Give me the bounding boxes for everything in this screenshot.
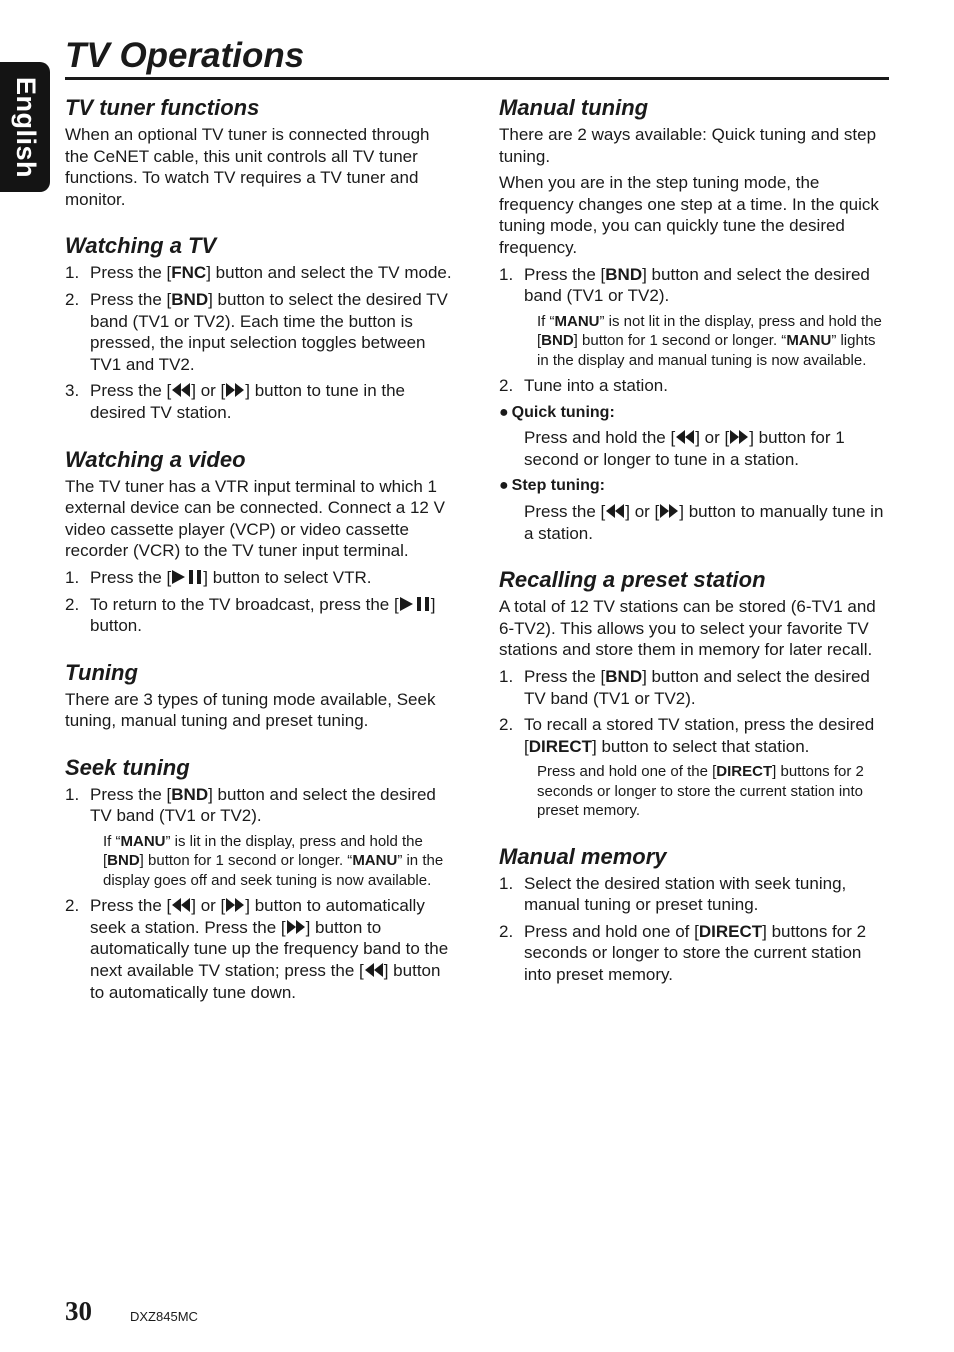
model-number: DXZ845MC [130,1309,198,1324]
seek-forward-icon [659,503,679,519]
step-note: If “MANU” is not lit in the display, press and hold the [BND] button for 1 second or longer. “MANU” lights in the display and manual tuning is now available. [537,312,882,369]
step-text: To recall a stored TV station, press the desired [DIRECT] button to select that station. [524,715,875,756]
section-tuning [65,657,457,732]
step-number: 1. [65,784,80,804]
step-text: Press the [BND] button and select the desired band (TV1 or TV2). [524,264,870,306]
page-number: 30 [65,1296,92,1326]
step-text: Press the [ ] button to select VTR. [90,567,372,587]
section-heading: Recalling a preset station [499,567,766,593]
play-pause-icon [399,596,431,612]
step-number: 2. [499,375,514,395]
seek-back-icon [605,503,625,519]
seek-back-icon [364,962,384,978]
list-item [65,262,457,284]
step-number: 1. [65,567,80,587]
section-heading: Watching a TV [65,233,217,259]
seek-forward-icon [729,429,749,445]
page-title: TV Operations [65,36,305,75]
step-text: To return to the TV broadcast, press the [ ] button. [90,594,436,636]
step-note: If “MANU” is lit in the display, press and hold the [BND] button for 1 second or longer. “MANU” in the display goes off and seek tuning is now available. [103,833,444,889]
section-body: A total of 12 TV stations can be stored (6-TV1 and 6-TV2). This allows you to select your favorite TV stations and store them in memory for later recall. [499,597,876,660]
step-text: Press and hold one of [DIRECT] buttons for 2 seconds or longer to store the current station into preset memory. [524,921,867,984]
step-text: Press the [BND] button and select the desired TV band (TV1 or TV2). [90,784,436,826]
step-number: 2. [65,289,80,309]
section-manual-tuning [499,92,889,544]
language-tab [0,62,50,192]
seek-back-icon [171,382,191,398]
list-item [499,375,889,397]
step-text: Press the [BND] button to select the desired TV band (TV1 or TV2). Each time the button is pressed, the input selection toggles between TV1 and TV2. [90,289,448,374]
left-column [65,92,457,1023]
play-pause-icon [171,569,203,585]
step-number: 1. [499,264,514,284]
step-number: 1. [499,873,514,893]
list-item [65,289,457,375]
step-text: Tune into a station. [524,375,668,395]
list-item [499,921,889,986]
step-text: Select the desired station with seek tuning, manual tuning or preset tuning. [524,873,847,915]
quick-tuning-text: Press and hold the [ ] or [ ] button for 1 second or longer to tune in a station. [524,428,845,469]
section-body: There are 2 ways available: Quick tuning and step tuning. [499,125,877,166]
list-item [65,380,457,423]
step-number: 3. [65,381,80,401]
step-text: Press the [BND] button and select the desired TV band (TV1 or TV2). [524,666,870,708]
section-body: The TV tuner has a VTR input terminal to which 1 external device can be connected. Connect a 12 V video cassette player (VCP) or video cassette recorder (VCR) to the TV tuner input terminal. [65,476,445,561]
bullet-icon: ● [499,477,509,495]
subheading-quick-tuning: ● Quick tuning: [499,403,615,421]
section-heading: Seek tuning [65,754,190,780]
section-heading: Watching a video [65,446,246,472]
step-number: 1. [65,263,80,283]
title-divider [65,77,889,80]
step-number: 2. [65,896,80,916]
subheading-step-tuning: ● Step tuning: [499,477,605,495]
section-seek-tuning [65,752,457,1003]
section-body: When an optional TV tuner is connected through the CeNET cable, this unit controls all TV tuner functions. To watch TV requires a TV tuner and monitor. [65,125,430,209]
list-item [499,666,889,709]
section-manual-memory [499,841,889,986]
step-tuning-text: Press the [ ] or [ ] button to manually tune in a station. [524,501,884,543]
list-item [65,784,457,827]
section-watching-tv [65,230,457,423]
seek-forward-icon [225,897,245,913]
section-heading: Tuning [65,659,138,685]
seek-forward-icon [286,919,306,935]
step-number: 2. [499,921,514,941]
section-heading: TV tuner functions [65,95,260,120]
right-column [499,92,889,1005]
section-watching-video [65,444,457,637]
section-body: When you are in the step tuning mode, the frequency changes one step at a time. In the quick tuning mode, you can quickly tune the desired frequency. [499,173,879,257]
step-note: Press and hold one of the [DIRECT] buttons for 2 seconds or longer to store the current station into preset memory. [537,763,864,820]
section-heading: Manual tuning [499,95,649,120]
bullet-icon: ● [499,403,509,421]
list-item [65,594,457,637]
seek-back-icon [171,897,191,913]
list-item [65,567,457,589]
section-body: There are 3 types of tuning mode available, Seek tuning, manual tuning and preset tuning. [65,689,436,731]
list-item [499,264,889,307]
section-recalling-preset [499,564,889,820]
step-text: Press the [ ] or [ ] button to tune in the desired TV station. [90,381,406,422]
step-text: Press the [ ] or [ ] button to automatically seek a station. Press the [ ] button to automatically tune up the frequency band to the next available TV station; press the [ ] button to automatically tune down. [90,896,449,1002]
list-item [65,895,457,1003]
section-tv-tuner-functions [65,92,457,210]
step-text: Press the [FNC] button and select the TV mode. [90,263,452,283]
list-item [499,873,889,916]
step-number: 1. [499,666,514,686]
seek-forward-icon [225,382,245,398]
step-number: 2. [499,715,514,735]
language-tab-label: English [10,76,41,178]
list-item [499,714,889,757]
step-number: 2. [65,594,80,614]
seek-back-icon [675,429,695,445]
section-heading: Manual memory [499,843,667,869]
